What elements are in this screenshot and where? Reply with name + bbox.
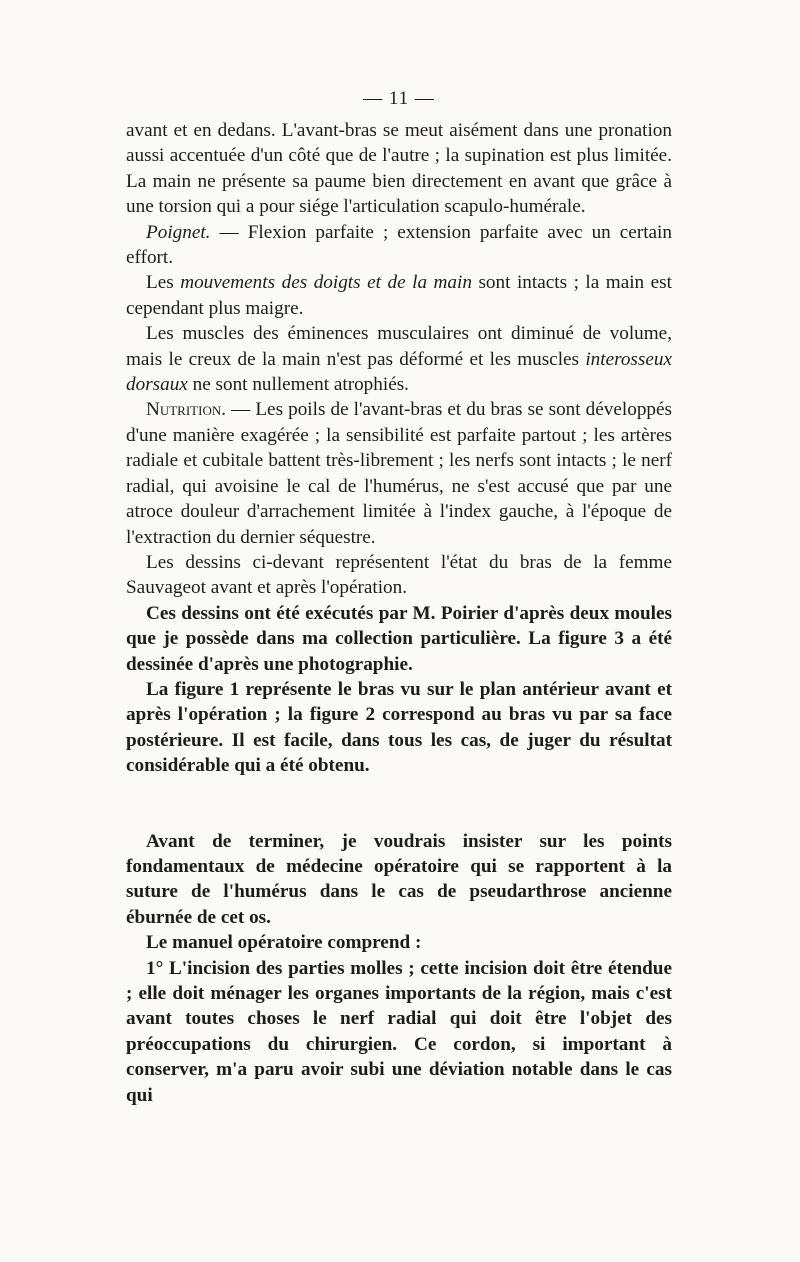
document-page (126, 88, 672, 1108)
paragraph-nutrition (126, 397, 672, 549)
page-number: — 11 — (363, 88, 435, 109)
paragraph-manuel: Le manuel opératoire comprend : (146, 932, 422, 954)
paragraph-mouvements-emphasis: mouvements des doigts et de la main (180, 272, 472, 294)
paragraph-1: avant et en dedans. L'avant-bras se meut aisément dans une pronation aussi accentuée d'un côté que de l'autre ; la supination est plus limitée. La main ne présente sa paume bien directement en avant que grâce à une torsion qui a pour siége l'articulation scapulo-humérale. (126, 120, 672, 218)
paragraph-muscles-post: ne sont nullement atrophiés. (187, 374, 409, 396)
section-label-nutrition: Nutrition. (146, 399, 227, 421)
section-label-poignet: Poignet. (146, 221, 211, 243)
paragraph-poignet-text: — Flexion parfaite ; extension parfaite avec un certain effort. (126, 221, 672, 269)
paragraph-figure: La figure 1 représente le bras vu sur le plan antérieur avant et après l'opération ; la figure 2 correspond au bras vu par sa face postérieure. Il est facile, dans tous les cas, de juger du résultat considérable qui a été obtenu. (126, 678, 672, 777)
paragraph-mouvements (126, 270, 672, 321)
paragraph-poignet (126, 220, 672, 271)
paragraph-muscles-emphasis: interosseux dorsaux (126, 348, 672, 396)
paragraph-avant-de-terminer: Avant de terminer, je voudrais insister sur les points fondamentaux de médecine opératoire qui se rapportent à la suture de l'humérus dans le cas de pseudarthrose ancienne éburnée de cet os. (126, 830, 672, 928)
paragraph-dessins: Les dessins ci-devant représentent l'état du bras de la femme Sauvageot avant et après l'opération. (126, 551, 672, 599)
paragraph-incision: 1° L'incision des parties molles ; cette incision doit être étendue ; elle doit ménager les organes importants de la région, mais c'est avant toutes choses le nerf radial qui doit être l'objet des préoccupations du chirurgien. Ce cordon, si important à conserver, m'a paru avoir subi une déviation notable dans le cas qui (126, 957, 672, 1106)
paragraph-mouvements-post: sont intacts ; la main est cependant plus maigre. (126, 272, 672, 319)
paragraph-muscles (126, 321, 672, 397)
section-gap (126, 779, 672, 829)
paragraph-nutrition-text: — Les poils de l'avant-bras et du bras se sont développés d'une manière exagérée ; la sensibilité est parfaite partout ; les artères radiale et cubitale battent très-librement ; les nerfs sont intacts ; le nerf radial, qui avoisine le cal de l'humérus, ne s'est accusé que par une atroce douleur d'arrachement limitée à l'index gauche, à l'époque de l'extraction du dernier séquestre. (126, 399, 672, 548)
paragraph-executes: Ces dessins ont été exécutés par M. Poirier d'après deux moules que je possède dans ma collection particulière. La figure 3 a été dessinée d'après une photographie. (126, 602, 672, 675)
paragraph-mouvements-pre: Les (146, 272, 181, 294)
paragraph-muscles-pre: Les muscles des éminences musculaires ont diminué de volume, mais le creux de la main n'est pas déformé et les muscles (126, 323, 672, 370)
